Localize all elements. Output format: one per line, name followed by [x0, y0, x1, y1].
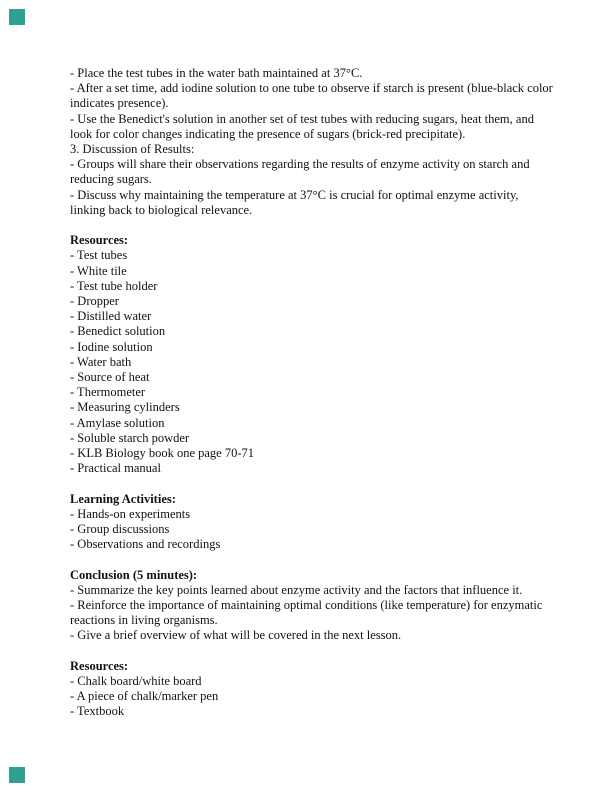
text-line: - Source of heat — [70, 370, 150, 385]
text-line: reactions in living organisms. — [70, 613, 218, 628]
document-content — [70, 66, 575, 720]
text-block — [70, 492, 575, 553]
text-block — [70, 66, 575, 218]
text-line: - Reinforce the importance of maintaining optimal conditions (like temperature) for enzymatic — [70, 598, 543, 613]
text-line: - Water bath — [70, 354, 132, 369]
text-line: linking back to biological relevance. — [70, 202, 253, 217]
section-heading: Conclusion (5 minutes): — [70, 567, 198, 582]
text-line: - Chalk board/white board — [70, 674, 202, 689]
text-line: - White tile — [70, 263, 127, 278]
text-line: - Textbook — [70, 704, 125, 719]
section-heading: Learning Activities: — [70, 491, 176, 506]
text-line: - Groups will share their observations regarding the results of enzyme activity on starch and — [70, 157, 530, 172]
text-line: - Iodine solution — [70, 339, 153, 354]
text-line: - Observations and recordings — [70, 537, 221, 552]
text-line: - Test tube holder — [70, 278, 158, 293]
text-line: reducing sugars. — [70, 172, 152, 187]
text-line: - After a set time, add iodine solution to one tube to observe if starch is present (blue-black color — [70, 81, 553, 96]
text-line: - Distilled water — [70, 309, 152, 324]
text-line: - Discuss why maintaining the temperature at 37°C is crucial for optimal enzyme activity, — [70, 187, 519, 202]
text-line: - Hands-on experiments — [70, 506, 191, 521]
text-line: look for color changes indicating the presence of sugars (brick-red precipitate). — [70, 126, 466, 141]
text-line: - Practical manual — [70, 461, 161, 476]
text-line: - Test tubes — [70, 248, 128, 263]
text-line: - Use the Benedict's solution in another set of test tubes with reducing sugars, heat them, and — [70, 111, 534, 126]
text-line: - Summarize the key points learned about enzyme activity and the factors that influence it. — [70, 582, 523, 597]
text-line: - Soluble starch powder — [70, 430, 190, 445]
text-block — [70, 659, 575, 720]
text-line: - KLB Biology book one page 70-71 — [70, 446, 255, 461]
section-heading: Resources: — [70, 233, 129, 248]
corner-marker-bottom-left — [9, 767, 25, 783]
text-block — [70, 568, 575, 644]
text-line: - Amylase solution — [70, 415, 165, 430]
text-line: - Benedict solution — [70, 324, 166, 339]
text-block — [70, 233, 575, 476]
text-line: - Measuring cylinders — [70, 400, 180, 415]
text-line: - Give a brief overview of what will be covered in the next lesson. — [70, 628, 402, 643]
text-line: - Place the test tubes in the water bath maintained at 37°C. — [70, 66, 363, 80]
text-line: - Dropper — [70, 294, 119, 309]
corner-marker-top-left — [9, 9, 25, 25]
text-line: - A piece of chalk/marker pen — [70, 689, 219, 704]
section-heading: Resources: — [70, 658, 129, 673]
text-line: - Thermometer — [70, 385, 146, 400]
text-line: indicates presence). — [70, 96, 169, 111]
text-line: - Group discussions — [70, 522, 170, 537]
text-line: 3. Discussion of Results: — [70, 142, 195, 157]
